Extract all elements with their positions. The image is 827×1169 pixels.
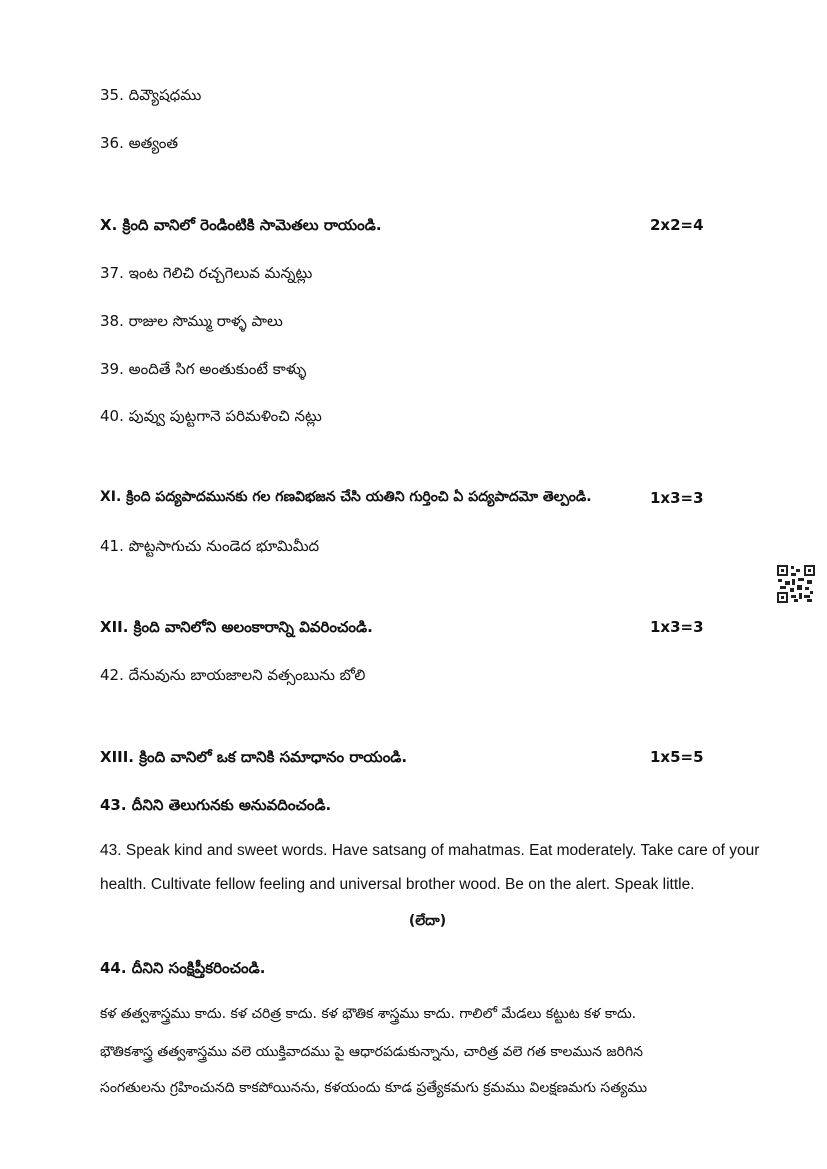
question-40: 40. పువ్వు పుట్టగానె పరిమళించి నట్లు (100, 407, 322, 425)
section-xi-heading: XI. క్రింది పద్యపాదమునకు గల గణవిభజన చేసి యతిని గుర్తించి ఏ పద్యపాదమో తెల్పండి. (100, 489, 592, 505)
question-44-text-line-3: సంగతులను గ్రహించునది కాకపోయినను, కళయందు కూడ ప్రత్యేకమగు క్రమము విలక్షణమగు సత్యము (100, 1080, 648, 1096)
question-44-text-line-1: కళ తత్వశాస్త్రము కాదు. కళ చరిత్ర కాదు. కళ భౌతిక శాస్త్రము కాదు. గాలిలో మేడలు కట్టుట కళ కాదు. (100, 1006, 637, 1022)
question-43-text-line-2: health. Cultivate fellow feeling and universal brother wood. Be on the alert. Speak little. (100, 876, 695, 893)
question-44-heading: 44. దీనిని సంక్షిప్తీకరించండి. (100, 959, 266, 977)
question-44-text-line-2: భౌతికశాస్త్ర తత్వశాస్త్రము వలె యుక్తివాదము పై ఆధారపడుకున్నాను, చారిత్ర వలె గత కాలమున జరిగిన (100, 1044, 643, 1060)
question-35: 35. దివ్యౌషధము (100, 86, 202, 104)
question-38: 38. రాజుల సొమ్ము రాళ్ళ పాలు (100, 312, 283, 330)
question-39: 39. అందితే సిగ అంతుకుంటే కాళ్ళు (100, 360, 307, 378)
section-x-marks: 2x2=4 (650, 216, 704, 234)
question-41: 41. పొట్టసాగుచు నుండెద భూమిమీద (100, 537, 320, 555)
or-separator: (లేదా) (408, 913, 447, 929)
section-xiii-marks: 1x5=5 (650, 748, 704, 766)
section-xiii-heading: XIII. క్రింది వానిలో ఒక దానికి సమాధానం రాయండి. (100, 748, 408, 766)
question-36: 36. అత్యంత (100, 134, 179, 152)
section-xii-heading: XII. క్రింది వానిలోని అలంకారాన్ని వివరించండి. (100, 618, 373, 636)
question-37: 37. ఇంట గెలిచి రచ్చగెలువ మన్నట్లు (100, 264, 313, 282)
question-43-heading: 43. దీనిని తెలుగునకు అనువదించండి. (100, 796, 332, 814)
question-42: 42. దేనువును బాయజాలని వత్సంబును బోలి (100, 666, 366, 684)
section-xi-marks: 1x3=3 (650, 489, 704, 507)
section-x-heading: X. క్రింది వానిలో రెండింటికి సామెతలు రాయండి. (100, 216, 382, 234)
question-43-text-line-1: 43. Speak kind and sweet words. Have satsang of mahatmas. Eat moderately. Take care of your (100, 842, 760, 859)
section-xii-marks: 1x3=3 (650, 618, 704, 636)
qr-code-icon (777, 565, 815, 603)
